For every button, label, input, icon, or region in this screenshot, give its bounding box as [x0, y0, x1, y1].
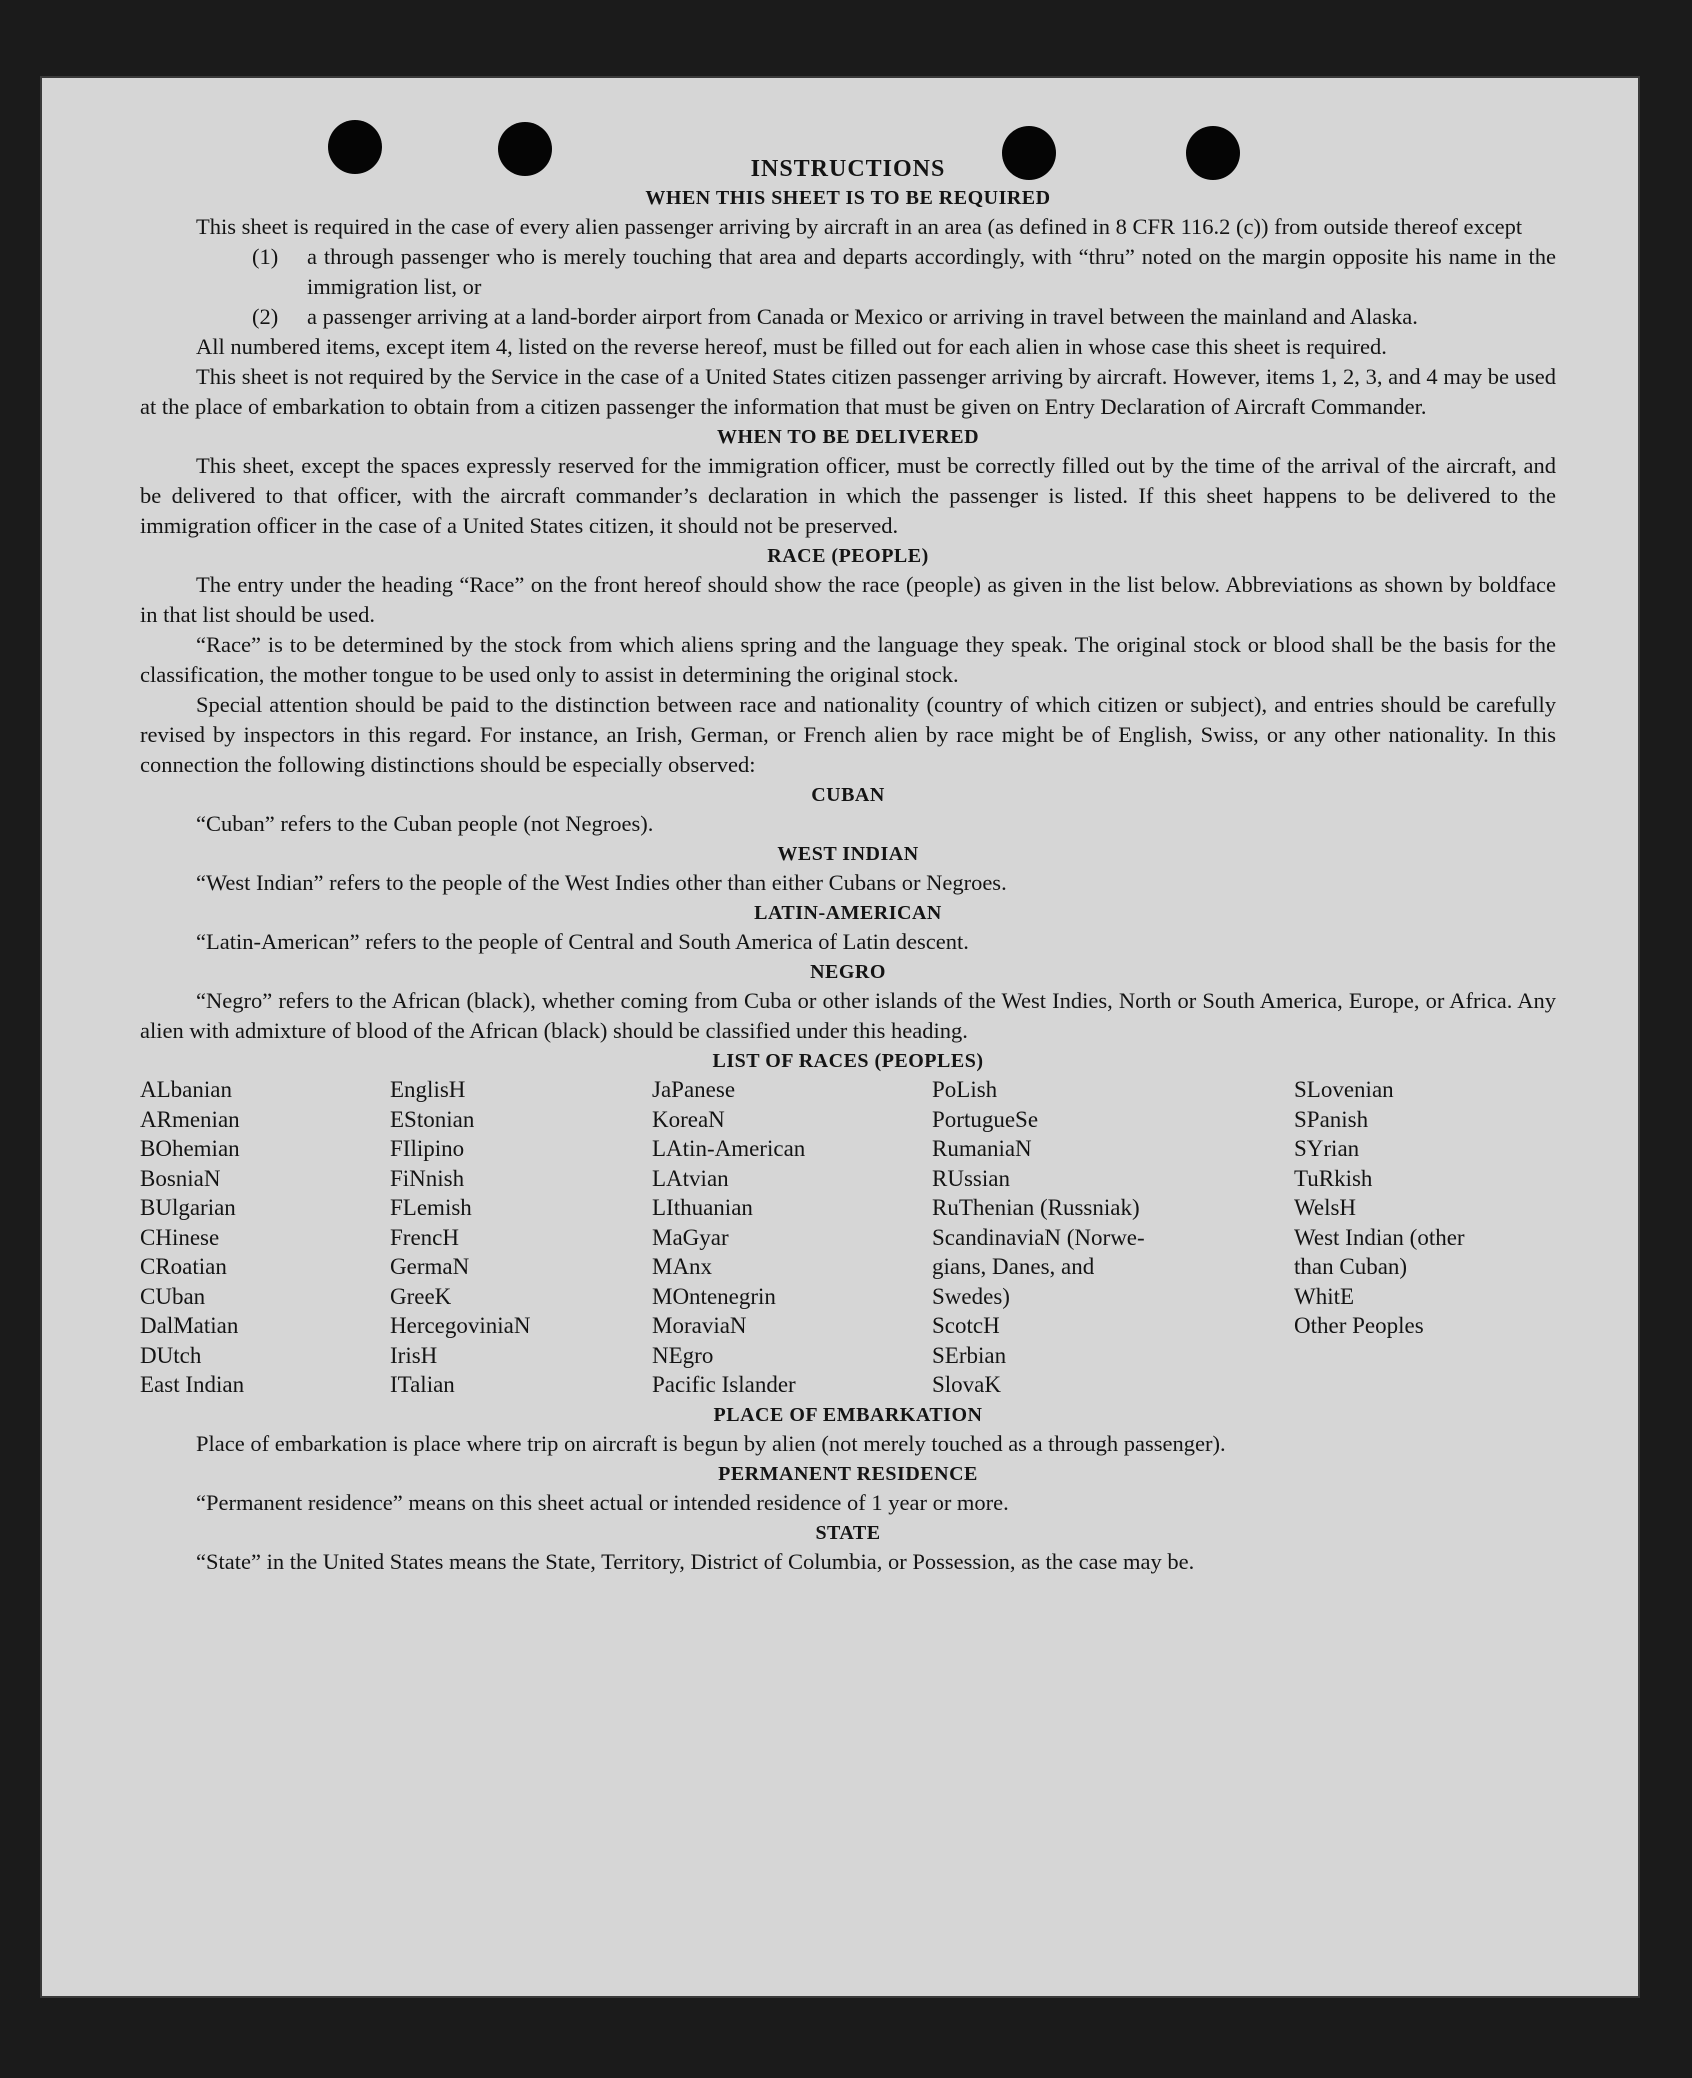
exception-number: (1)	[252, 244, 279, 269]
race-item: SLovenian	[1294, 1077, 1394, 1102]
races-column-4	[932, 1075, 1294, 1400]
heading-embarkation: PLACE OF EMBARKATION	[713, 1403, 983, 1426]
citizen-paragraph: This sheet is not required by the Service in the case of a United States citizen passenger arriving by aircraft. However, items 1, 2, 3, and 4 may be used at the place of embarkation to obtain from a citizen passenger the information that must be given on Entry Declaration of Aircraft Commander.	[140, 364, 1556, 419]
race-item: GermaN	[390, 1254, 470, 1279]
race-item: NEgro	[652, 1342, 714, 1368]
race-item: ALbanian	[140, 1077, 232, 1102]
state-text: “State” in the United States means the State, Territory, District of Columbia, or Possession, as the case may be.	[196, 1548, 1195, 1574]
race-item: DUtch	[140, 1342, 202, 1368]
race-item: HercegoviniaN	[390, 1313, 531, 1338]
heading-negro: NEGRO	[810, 961, 886, 983]
race-item: FIlipino	[390, 1136, 465, 1161]
race-item: Pacific Islander	[652, 1372, 796, 1397]
race-item: SErbian	[932, 1342, 1007, 1368]
race-item: LAtvian	[652, 1165, 729, 1191]
when-required-intro: This sheet is required in the case of every alien passenger arriving by aircraft in an area (as defined in 8 CFR 116.2 (c)) from outside thereof except	[196, 214, 1523, 239]
race-item: EnglisH	[390, 1077, 466, 1102]
heading-permanent-residence: PERMANENT RESIDENCE	[718, 1462, 978, 1485]
residence-text: “Permanent residence” means on this sheet actual or intended residence of 1 year or more.	[196, 1489, 1009, 1515]
numbered-items-paragraph: All numbered items, except item 4, listed on the reverse hereof, must be filled out for each alien in whose case this sheet is required.	[196, 334, 1387, 359]
races-column-3	[652, 1075, 932, 1400]
document-sheet	[40, 76, 1640, 1998]
race-item: Other Peoples	[1294, 1313, 1424, 1338]
exception-text: a passenger arriving at a land-border airport from Canada or Mexico or arriving in travel between the mainland and Alaska.	[307, 304, 1418, 329]
race-item: ARmenian	[140, 1106, 240, 1132]
heading-cuban: CUBAN	[811, 784, 885, 806]
instructions-content	[140, 156, 1556, 1577]
heading-when-required: WHEN THIS SHEET IS TO BE REQUIRED	[645, 187, 1051, 209]
race-item: GreeK	[390, 1283, 452, 1309]
races-column-1	[140, 1075, 390, 1400]
race-item: CHinese	[140, 1224, 220, 1250]
race-item: JaPanese	[652, 1077, 736, 1102]
heading-latin-american: LATIN-AMERICAN	[754, 902, 942, 924]
race-item: CRoatian	[140, 1254, 227, 1279]
race-item: MAnx	[652, 1254, 713, 1279]
race-item: IrisH	[390, 1342, 438, 1368]
race-item: MOntenegrin	[652, 1283, 776, 1309]
race-item: ScandinaviaN (Norwe- gians, Danes, and Swedes)	[932, 1224, 1145, 1309]
race-item: FrencH	[390, 1224, 459, 1250]
race-item: CUban	[140, 1283, 206, 1309]
latin-american-text: “Latin-American” refers to the people of Central and South America of Latin descent.	[196, 929, 969, 954]
race-item: MoraviaN	[652, 1313, 747, 1338]
race-item: KoreaN	[652, 1106, 725, 1132]
heading-race: RACE (PEOPLE)	[767, 545, 929, 567]
race-item: SlovaK	[932, 1372, 1001, 1397]
race-paragraph-3: Special attention should be paid to the distinction between race and nationality (country of which citizen or subject), and entries should be carefully revised by inspectors in this regard. For instance, an Irish, German, or French alien by race might be of English, Swiss, or any other nationality. In this connection the following distinctions should be especially observed:	[140, 692, 1556, 777]
when-delivered-text: This sheet, except the spaces expressly reserved for the immigration officer, must be correctly filled out by the time of the arrival of the aircraft, and be delivered to that officer, with the aircraft commander’s declaration in which the passenger is listed. If this sheet happens to be delivered to the immigration officer in the case of a United States citizen, it should not be preserved.	[140, 453, 1556, 538]
race-item: ITalian	[390, 1372, 455, 1397]
cuban-text: “Cuban” refers to the Cuban people (not Negroes).	[196, 811, 654, 836]
exception-text: a through passenger who is merely touching that area and departs accordingly, with “thru” noted on the margin opposite his name in the immigration list, or	[307, 244, 1556, 299]
race-item: BOhemian	[140, 1136, 240, 1161]
race-item: TuRkish	[1294, 1165, 1373, 1191]
race-paragraph-2: “Race” is to be determined by the stock from which aliens spring and the language they speak. The original stock or blood shall be the basis for the classification, the mother tongue to be used only to assist in determining the original stock.	[140, 632, 1556, 687]
race-item: MaGyar	[652, 1224, 729, 1250]
race-item: EStonian	[390, 1106, 475, 1132]
races-column-5	[1294, 1075, 1556, 1400]
race-item: RumaniaN	[932, 1136, 1032, 1161]
races-column-2	[390, 1075, 652, 1400]
exception-number: (2)	[252, 304, 279, 329]
race-item: DalMatian	[140, 1313, 239, 1338]
heading-when-delivered: WHEN TO BE DELIVERED	[716, 426, 980, 448]
race-item: LIthuanian	[652, 1195, 753, 1220]
embarkation-text: Place of embarkation is place where trip on aircraft is begun by alien (not merely touched as a through passenger).	[196, 1430, 1226, 1456]
heading-list-of-races: LIST OF RACES (PEOPLES)	[712, 1050, 984, 1072]
race-item: East Indian	[140, 1372, 245, 1397]
race-item: ScotcH	[932, 1313, 1000, 1338]
heading-west-indian: WEST INDIAN	[777, 843, 919, 865]
race-item: RuThenian (Russniak)	[932, 1195, 1140, 1220]
race-item: SPanish	[1294, 1106, 1369, 1132]
race-paragraph-1: The entry under the heading “Race” on the front hereof should show the race (people) as given in the list below. Abbreviations as shown by boldface in that list should be used.	[140, 572, 1556, 627]
race-item: RUssian	[932, 1165, 1010, 1191]
race-item: FiNnish	[390, 1165, 465, 1191]
negro-text: “Negro” refers to the African (black), whether coming from Cuba or other islands of the West Indies, North or South America, Europe, or Africa. Any alien with admixture of blood of the African (black) should be classified under this heading.	[140, 988, 1556, 1043]
race-item: SYrian	[1294, 1136, 1360, 1161]
race-item: WhitE	[1294, 1283, 1355, 1309]
race-item: BUlgarian	[140, 1195, 236, 1220]
race-item: LAtin-American	[652, 1136, 806, 1161]
exception-item	[252, 302, 1556, 332]
race-item: PortugueSe	[932, 1106, 1039, 1132]
race-item: FLemish	[390, 1195, 472, 1220]
exception-item	[252, 242, 1556, 302]
race-item: PoLish	[932, 1077, 998, 1102]
race-item: BosniaN	[140, 1165, 221, 1191]
page-title: INSTRUCTIONS	[750, 156, 946, 182]
west-indian-text: “West Indian” refers to the people of the West Indies other than either Cubans or Negroes.	[196, 870, 1007, 895]
race-item: WelsH	[1294, 1195, 1357, 1220]
heading-state: STATE	[815, 1521, 881, 1544]
race-item: West Indian (other than Cuban)	[1294, 1224, 1465, 1279]
races-list	[140, 1075, 1556, 1400]
